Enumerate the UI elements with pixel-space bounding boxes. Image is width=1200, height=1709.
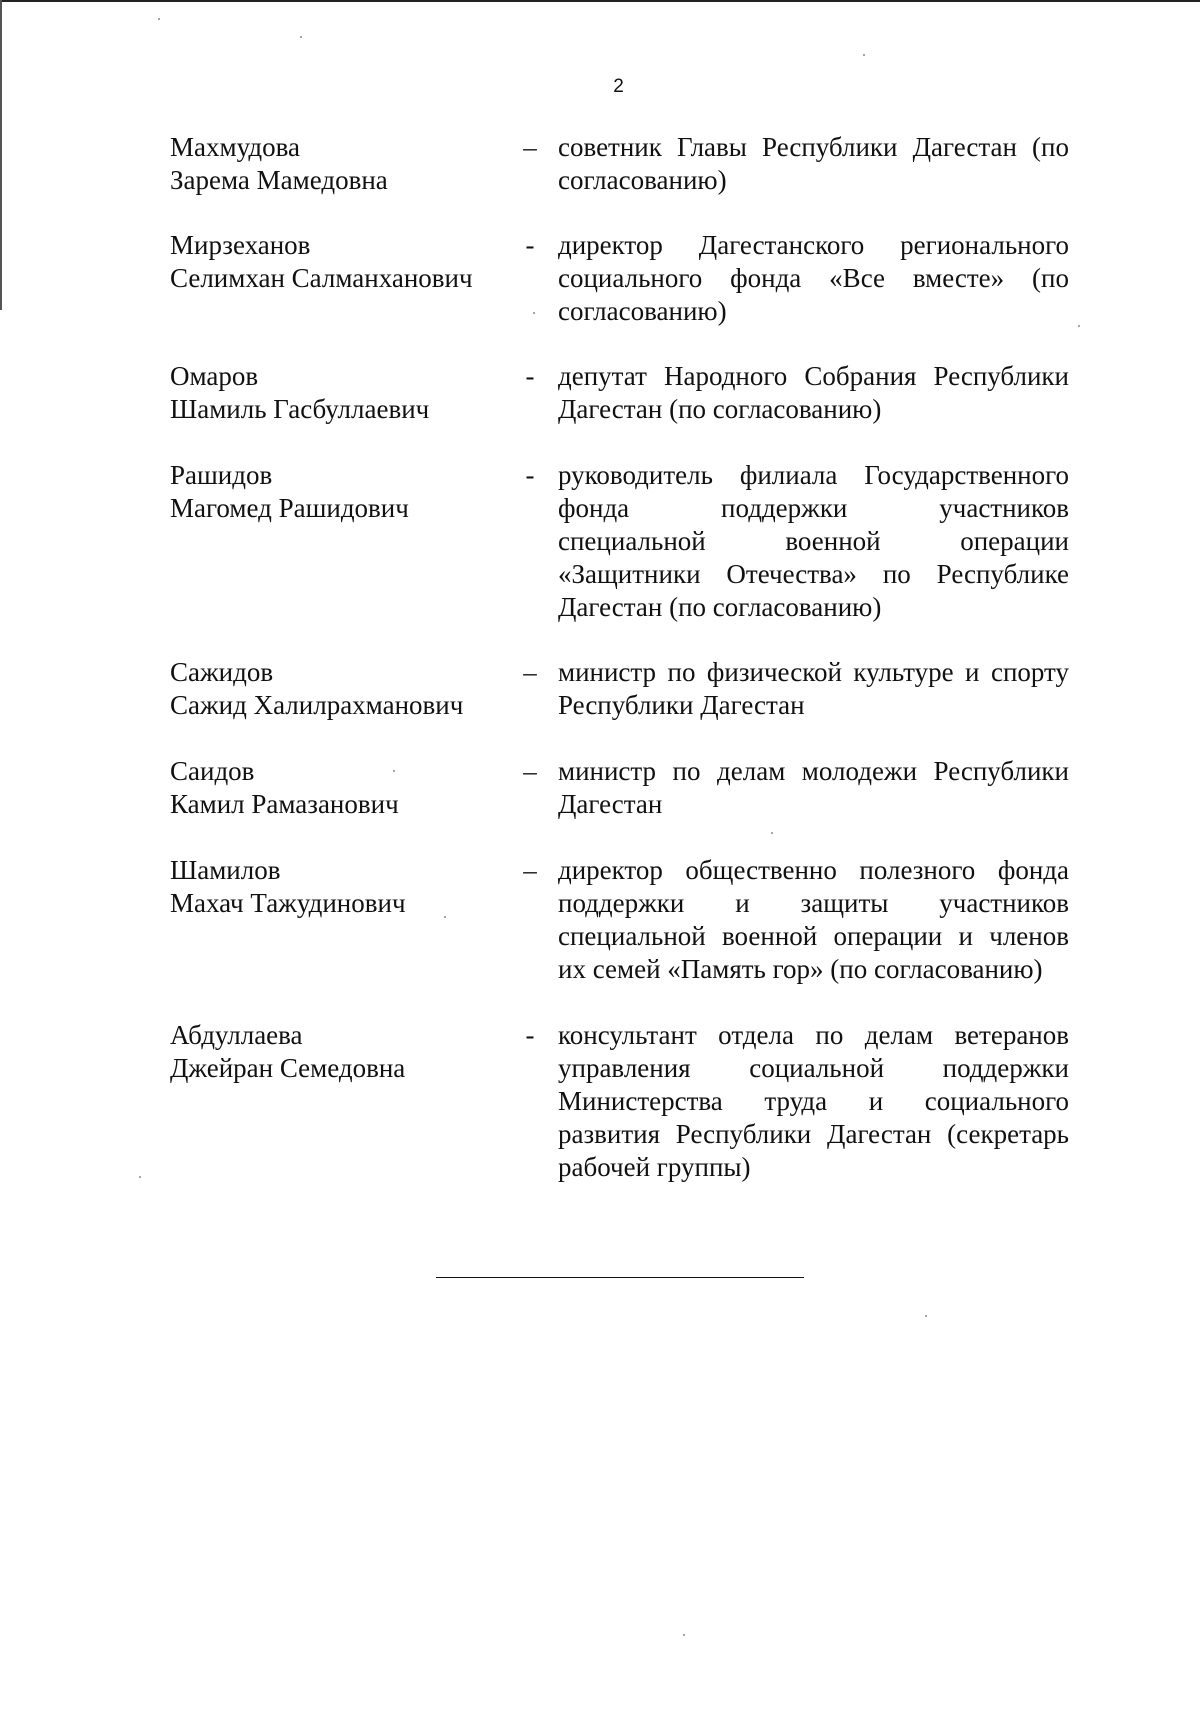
member-given-names: Магомед Рашидович: [170, 493, 409, 523]
member-role: [558, 656, 1069, 722]
member-given-names: Махач Тажудинович: [170, 888, 406, 918]
member-surname: Абдуллаева: [170, 1020, 303, 1050]
scan-speck: [533, 312, 535, 314]
role-line: директор общественно полезного фонда: [558, 855, 1069, 885]
role-line: развития Республики Дагестан (секретарь: [558, 1119, 1069, 1149]
scan-speck: [863, 54, 865, 56]
member-name: [170, 131, 510, 197]
member-name: [170, 229, 510, 295]
dash-separator: –: [523, 657, 537, 687]
scan-speck: [771, 832, 773, 834]
scan-left-edge: [0, 0, 2, 310]
member-name: [170, 459, 510, 525]
role-line: рабочей группы): [558, 1152, 751, 1182]
role-line: специальной военной операции: [558, 526, 1069, 556]
role-line: специальной военной операции и членов: [558, 921, 1069, 951]
page-number: 2: [613, 76, 624, 97]
role-line: руководитель филиала Государственного: [558, 460, 1069, 490]
member-role: [558, 854, 1069, 986]
role-line: министр по физической культуре и спорту: [558, 657, 1069, 687]
member-name: [170, 360, 510, 426]
member-given-names: Джейран Семедовна: [170, 1053, 406, 1083]
member-name: [170, 755, 510, 821]
scan-speck: [393, 770, 395, 772]
member-surname: Рашидов: [170, 460, 273, 490]
role-line: советник Главы Республики Дагестан (по: [558, 132, 1069, 162]
role-line: Дагестан: [558, 789, 663, 819]
dash-separator: -: [525, 361, 535, 391]
member-given-names: Селимхан Салманханович: [170, 263, 473, 293]
scan-speck: [444, 916, 446, 918]
scan-speck: [1078, 325, 1080, 327]
member-surname: Саидов: [170, 756, 255, 786]
role-line: Дагестан (по согласованию): [558, 394, 882, 424]
member-role: [558, 229, 1069, 328]
member-surname: Махмудова: [170, 132, 300, 162]
scan-speck: [300, 36, 302, 38]
member-given-names: Зарема Мамедовна: [170, 165, 388, 195]
member-given-names: Камил Рамазанович: [170, 789, 399, 819]
dash-separator: –: [523, 756, 537, 786]
member-role: [558, 755, 1069, 821]
member-given-names: Сажид Халилрахманович: [170, 690, 464, 720]
role-line: поддержки и защиты участников: [558, 888, 1069, 918]
scan-speck: [683, 1634, 685, 1636]
role-line: социального фонда «Все вместе» (по: [558, 263, 1069, 293]
role-line: Республики Дагестан: [558, 690, 805, 720]
role-line: депутат Народного Собрания Республики: [558, 361, 1069, 391]
dash-separator: –: [523, 855, 537, 885]
role-line: директор Дагестанского регионального: [558, 230, 1069, 260]
member-surname: Сажидов: [170, 657, 274, 687]
role-line: «Защитники Отечества» по Республике: [558, 559, 1069, 589]
role-line: Дагестан (по согласованию): [558, 592, 882, 622]
role-line: фонда поддержки участников: [558, 493, 1069, 523]
member-name: [170, 854, 510, 920]
member-given-names: Шамиль Гасбуллаевич: [170, 394, 430, 424]
scan-speck: [925, 1315, 927, 1317]
scan-speck: [158, 18, 160, 20]
end-of-list-rule: [436, 1277, 804, 1278]
scan-speck: [139, 1176, 141, 1178]
member-name: [170, 1019, 510, 1085]
member-surname: Шамилов: [170, 855, 281, 885]
role-line: Министерства труда и социального: [558, 1086, 1069, 1116]
role-line: управления социальной поддержки: [558, 1053, 1069, 1083]
member-surname: Омаров: [170, 361, 259, 391]
scan-top-edge: [0, 0, 1200, 2]
member-name: [170, 656, 510, 722]
role-line: согласованию): [558, 296, 727, 326]
role-line: консультант отдела по делам ветеранов: [558, 1020, 1069, 1050]
role-line: их семей «Память гор» (по согласованию): [558, 954, 1043, 984]
member-role: [558, 131, 1069, 197]
dash-separator: -: [525, 230, 535, 260]
member-role: [558, 459, 1069, 624]
dash-separator: -: [525, 460, 535, 490]
dash-separator: –: [523, 132, 537, 162]
dash-separator: -: [525, 1020, 535, 1050]
member-surname: Мирзеханов: [170, 230, 311, 260]
role-line: согласованию): [558, 165, 727, 195]
member-role: [558, 1019, 1069, 1184]
member-role: [558, 360, 1069, 426]
role-line: министр по делам молодежи Республики: [558, 756, 1069, 786]
